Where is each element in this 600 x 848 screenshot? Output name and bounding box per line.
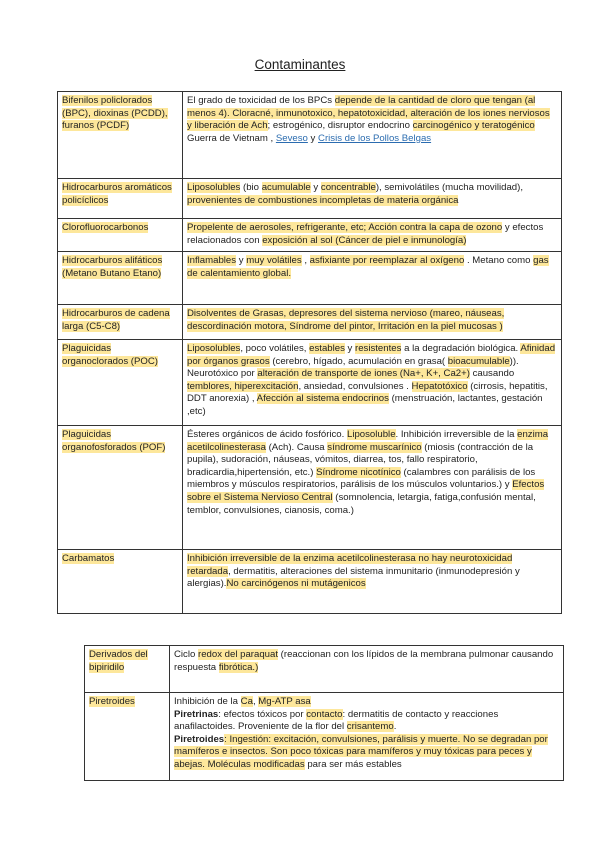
contaminant-name: Plaguicidas organoclorados (POC) [58, 340, 183, 426]
table-row [58, 252, 562, 305]
highlighted-text: Efectos sobre el Sistema Nervioso Central [187, 479, 545, 503]
description-line [174, 709, 559, 734]
text-segment: y [236, 255, 247, 266]
text-segment: (bio [240, 182, 262, 193]
contaminant-name: Derivados del bipiridilo [85, 646, 170, 693]
highlighted-text: temblores, hiperexcitación [187, 380, 299, 392]
text-segment: ), semivolátiles (mucha movilidad), [375, 182, 523, 193]
highlighted-text: Afección al sistema endocrinos [256, 393, 389, 405]
highlighted-text: acumulable [261, 182, 311, 193]
table-row [58, 179, 562, 219]
highlighted-text: fibrótica.) [218, 661, 259, 673]
highlighted-text: Liposolubles [187, 343, 241, 354]
contaminant-name: Hidrocarburos de cadena larga (C5-C8) [58, 305, 183, 340]
highlighted-text: exposición al sol (Cáncer de piel e inmunología) [262, 234, 467, 246]
highlighted-text: Liposoluble [346, 429, 396, 440]
highlighted-text: enzima acetilcolinesterasa [187, 429, 549, 453]
description-line [174, 734, 559, 772]
text-segment: (miosis (contracción de la pupila), sudoración, náuseas, vómitos, diarrea, tos, fallo respiratorio, bradicardia,hipertensión, etc.) [187, 441, 534, 478]
text-segment: Piretrinas [174, 708, 219, 720]
contaminant-name: Carbamatos [58, 550, 183, 614]
highlighted-text: muy volátiles [246, 255, 302, 266]
table-row [58, 305, 562, 340]
highlighted-text: Inhibición irreversible de la enzima acetilcolinesterasa no hay neurotoxicidad retardada [187, 553, 513, 577]
highlighted-text: Inflamables [187, 255, 237, 266]
text-segment: Inhibición de la [174, 696, 241, 707]
text-segment: y [307, 132, 319, 144]
text-segment: , [252, 696, 259, 707]
text-segment: , poco volátiles, [240, 343, 310, 354]
contaminant-name: Piretroides [85, 693, 170, 781]
highlighted-text: Disolventes de Grasas, depresores del sistema nervioso (mareo, náuseas, descordinación motora, Síndrome del pintor, Irritación en la piel mucosas ) [187, 308, 505, 332]
highlighted-text: : Ingestión: excitación, convulsiones, parálisis y muerte. No se degradan por mamíferos e insectos. Son poco tóxicas para mamíferos y muy tóxicas para peces y abejas. Moléculas modificadas [174, 733, 548, 770]
text-segment: : efectos tóxicos por [218, 708, 307, 720]
text-segment: El grado de toxicidad de los BPCs [187, 95, 335, 106]
contaminant-description [183, 426, 562, 550]
contaminant-description [183, 179, 562, 219]
text-segment: (cirrosis, hepatitis, DDT anorexia) , [187, 380, 548, 405]
highlighted-text: contacto [306, 708, 343, 720]
table-row [85, 646, 564, 693]
contaminant-description [183, 305, 562, 340]
highlighted-text: estables [309, 343, 345, 354]
text-segment: (reaccionan con los lípidos de la membrana pulmonar causando respuesta [174, 649, 554, 673]
reference-link[interactable]: Crisis de los Pollos Belgas [318, 132, 432, 144]
highlighted-text: síndrome muscarínico [327, 441, 422, 453]
contaminant-name: Bifenilos policlorados (BPC), dioxinas (PCDD), furanos (PCDF) [58, 92, 183, 179]
contaminant-name: Clorofluorocarbonos [58, 219, 183, 252]
text-segment: Guerra de Vietnam , [187, 132, 276, 144]
description-line [174, 649, 559, 674]
text-segment: y efectos relacionados con [187, 222, 544, 246]
highlighted-text: asfixiante por reemplazar al oxígeno [309, 255, 465, 266]
text-segment: Ésteres orgánicos de ácido fosfórico. [187, 429, 347, 440]
text-segment: (Ach). Causa [265, 441, 328, 453]
text-segment: , [301, 255, 310, 266]
text-segment: . Metano como [464, 255, 534, 266]
reference-link[interactable]: Seveso [275, 132, 308, 144]
table-row [58, 219, 562, 252]
highlighted-text: resistentes [355, 343, 402, 354]
text-segment: y [310, 182, 321, 193]
contaminant-description [170, 693, 564, 781]
text-segment: (cerebro, hígado, acumulación en grasa( [269, 355, 448, 367]
text-segment: causando [469, 368, 515, 380]
highlighted-text: Liposolubles [187, 182, 241, 193]
contaminant-description [183, 550, 562, 614]
highlighted-text: Propelente de aerosoles, refrigerante, etc; Acción [187, 222, 400, 233]
highlighted-text: Síndrome nicotínico [316, 466, 401, 478]
text-segment: , dermatitis, alteraciones del sistema inmunitario (inmunodepresión y alergias). [187, 565, 520, 590]
table-row [58, 92, 562, 179]
text-segment: )). Neurotóxico por [187, 355, 519, 380]
highlighted-text: depende de la cantidad de cloro que tengan (al menos 4). Cloracné, inmunotoxico, hepatotoxicidad, alteración de los iones nerviosos y liberación de Ach [187, 95, 550, 132]
contaminant-description [183, 219, 562, 252]
contaminant-description [183, 252, 562, 305]
highlighted-text: alteración de transporte de iones (Na+, K+, Ca2+) [257, 368, 470, 380]
text-segment: (somnolencia, letargia, fatiga,confusión mental, temblor, convulsiones, cianosis, coma.) [187, 491, 536, 516]
text-segment: para ser más estables [304, 758, 402, 770]
contaminant-name: Plaguicidas organofosforados (POF) [58, 426, 183, 550]
text-segment: Piretroides [174, 733, 225, 745]
table-row [58, 340, 562, 426]
highlighted-text: contra la capa de ozono [399, 222, 503, 233]
text-segment: Ciclo [174, 649, 198, 660]
highlighted-text: Ca [240, 696, 253, 707]
highlighted-text: No carcinógenos ni mutágenicos [226, 578, 366, 590]
highlighted-text: Mg-ATP asa [258, 696, 311, 707]
text-segment: , ansiedad, convulsiones . [298, 380, 412, 392]
text-segment: : dermatitis de contacto y reacciones anafilactoides. Proveniente de la flor del [174, 708, 499, 733]
text-segment: (calambres con parálisis de los miembros y músculos respiratorios, parálisis de los músculos voluntarios.) y [187, 466, 536, 491]
highlighted-text: bioacumulable [447, 355, 510, 367]
contaminant-name: Hidrocarburos aromáticos policíclicos [58, 179, 183, 219]
text-segment: (menstruación, lactantes, gestación ,etc) [187, 393, 543, 417]
highlighted-text: Hepatotóxico [411, 380, 468, 392]
text-segment: a la degradación biológica. [401, 343, 521, 354]
highlighted-text: provenientes de combustiones incompletas de materia orgánica [187, 194, 459, 206]
highlighted-text: Afinidad por órganos grasos [187, 343, 556, 367]
table-row [58, 426, 562, 550]
table-row [85, 693, 564, 781]
contaminant-description [170, 646, 564, 693]
table-row [58, 550, 562, 614]
text-segment: y [344, 343, 356, 354]
description-line [174, 696, 559, 709]
contaminant-description [183, 92, 562, 179]
text-segment: . [393, 721, 397, 733]
highlighted-text: concentrable [320, 182, 376, 193]
highlighted-text: carcinogénico y teratogénico [412, 120, 535, 132]
page-title: Contaminantes [254, 57, 346, 72]
highlighted-text: crisantemo [346, 721, 394, 733]
pesticides-table [84, 645, 564, 781]
text-segment: . Inhibición irreversible de la [395, 429, 518, 440]
contaminant-description [183, 340, 562, 426]
highlighted-text: gas de calentamiento global. [187, 255, 549, 279]
highlighted-text: redox del paraquat [198, 649, 279, 660]
text-segment: ; estrogénico, disruptor endocrino [267, 120, 413, 132]
contaminant-name: Hidrocarburos alifáticos (Metano Butano Etano) [58, 252, 183, 305]
contaminants-table [57, 91, 562, 614]
